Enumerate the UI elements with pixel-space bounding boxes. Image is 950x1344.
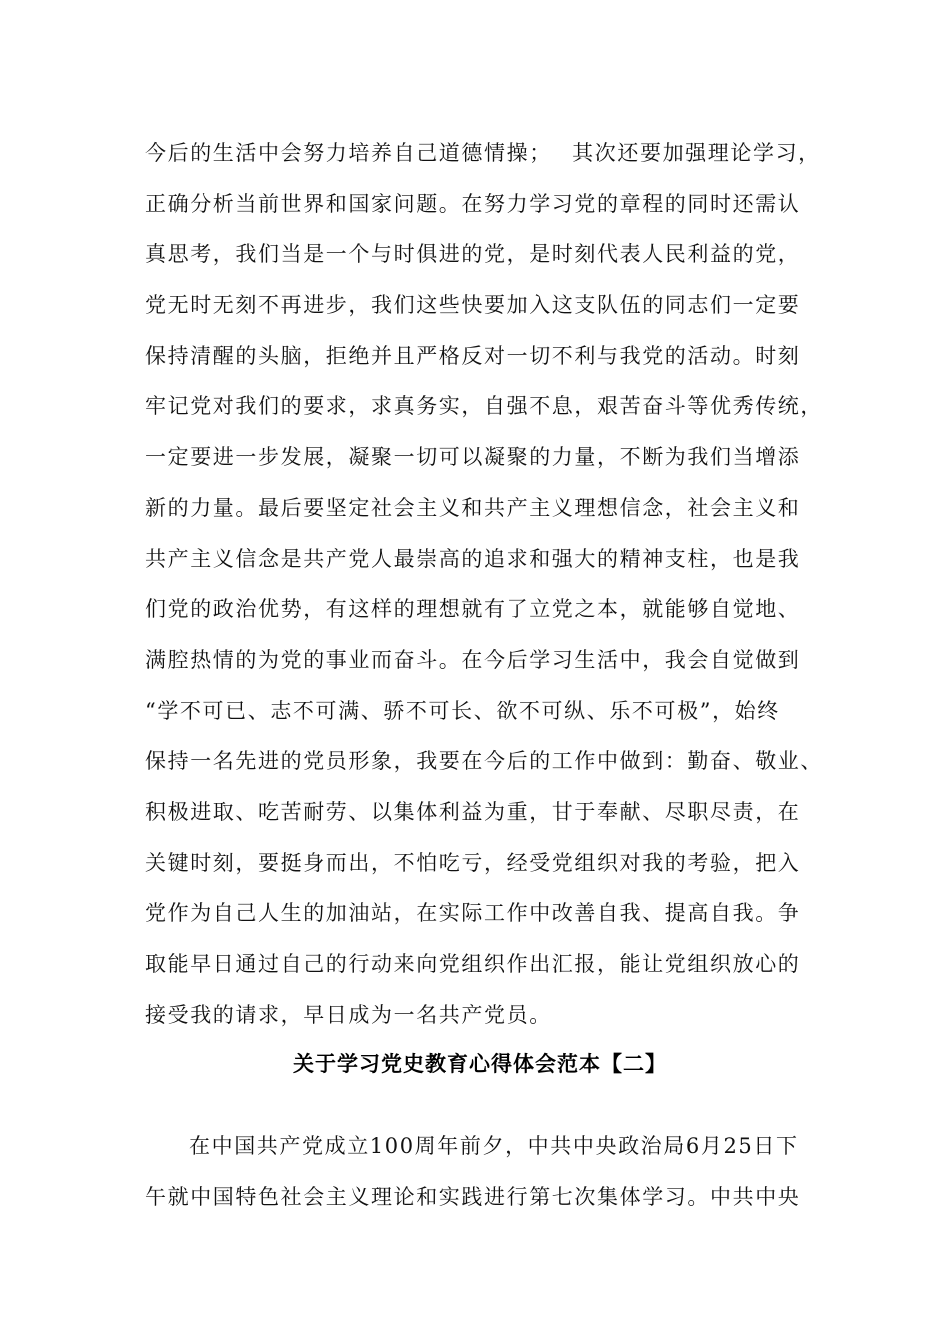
second-paragraph: [145, 1120, 815, 1221]
text-line: 接受我的请求，早日成为一名共产党员。: [145, 1002, 552, 1027]
body-paragraph: [145, 128, 823, 1040]
text-line: 今后的生活中会努力培养自己道德情操； 其次还要加强理论学习，: [145, 141, 821, 165]
text-line: 党无时无刻不再进步，我们这些快要加入这支队伍的同志们一定要: [145, 293, 801, 318]
text-line: 积极进取、吃苦耐劳、以集体利益为重，甘于奉献、尽职尽责，在: [145, 799, 801, 824]
text-line: 牢记党对我们的要求，求真务实，自强不息，艰苦奋斗等优秀传统，: [145, 394, 823, 419]
text-line: 取能早日通过自己的行动来向党组织作出汇报，能让党组织放心的: [145, 952, 801, 976]
text-line: 共产主义信念是共产党人最崇高的追求和强大的精神支柱，也是我: [145, 546, 801, 571]
text-line: 午就中国特色社会主义理论和实践进行第七次集体学习。中共中央: [145, 1184, 801, 1209]
text-line: 新的力量。最后要坚定社会主义和共产主义理想信念，社会主义和: [145, 495, 801, 520]
text-line: 保持清醒的头脑，拒绝并且严格反对一切不利与我党的活动。时刻: [145, 343, 801, 368]
text-line: 正确分析当前世界和国家问题。在努力学习党的章程的同时还需认: [145, 191, 801, 216]
text-line: 关键时刻，要挺身而出，不怕吃亏，经受党组织对我的考验，把入: [145, 850, 801, 875]
text-line: 一定要进一步发展，凝聚一切可以凝聚的力量，不断为我们当增添: [145, 445, 801, 470]
text-line: 们党的政治优势，有这样的理想就有了立党之本，就能够自觉地、: [145, 597, 801, 622]
text-line: 在中国共产党成立100周年前夕，中共中央政治局6月25日下: [189, 1134, 799, 1158]
text-line: 党作为自己人生的加油站，在实际工作中改善自我、提高自我。争: [145, 901, 801, 926]
text-line: 保持一名先进的党员形象，我要在今后的工作中做到：勤奋、敬业、: [145, 749, 823, 774]
text-line: 真思考，我们当是一个与时俱进的党，是时刻代表人民利益的党，: [145, 242, 801, 267]
text-line: “学不可已、志不可满、骄不可长、欲不可纵、乐不可极”，始终: [145, 698, 780, 723]
text-line: 满腔热情的为党的事业而奋斗。在今后学习生活中，我会自觉做到: [145, 647, 801, 672]
section-heading: 关于学习党史教育心得体会范本【二】: [293, 1052, 667, 1076]
